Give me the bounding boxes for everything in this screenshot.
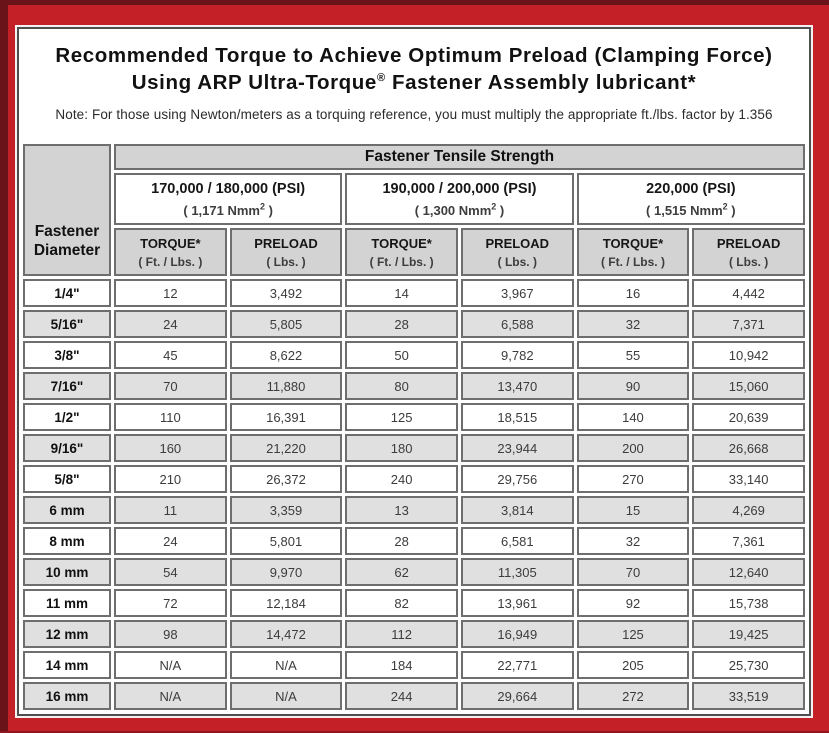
preload-cell: 29,664 [461,682,574,710]
torque-cell: 125 [345,403,458,431]
preload-cell: 3,359 [230,496,343,524]
diameter-cell: 16 mm [23,682,111,710]
preload-cell: 7,361 [692,527,805,555]
torque-cell: 180 [345,434,458,462]
preload-cell: 9,782 [461,341,574,369]
diameter-cell: 3/8" [23,341,111,369]
nmm-label: ( 1,515 Nmm$^2$ ) [646,201,736,218]
torque-cell: 45 [114,341,227,369]
preload-column-header: PRELOAD ( Lbs. ) [230,228,343,276]
nmm-label: ( 1,300 Nmm$^2$ ) [414,201,505,218]
torque-cell: 70 [114,372,227,400]
table-row [23,310,805,338]
preload-cell: N/A [230,682,343,710]
preload-cell: 5,805 [230,310,343,338]
preload-cell: 11,880 [230,372,343,400]
torque-column-header: TORQUE* ( Ft. / Lbs. ) [577,228,690,276]
torque-cell: 15 [577,496,690,524]
title-block [19,29,809,141]
preload-cell: 14,472 [230,620,343,648]
preload-cell: 3,814 [461,496,574,524]
psi-label: 220,000 (PSI) [646,180,736,197]
torque-cell: 32 [577,310,690,338]
preload-cell: 3,492 [230,279,343,307]
preload-cell: 4,442 [692,279,805,307]
diameter-cell: 10 mm [23,558,111,586]
diameter-cell: 1/4" [23,279,111,307]
registered-trademark-symbol: ® [376,72,386,85]
torque-cell: 210 [114,465,227,493]
torque-cell: 32 [577,527,690,555]
torque-cell: 72 [114,589,227,617]
psi-label: 190,000 / 200,000 (PSI) [382,180,537,197]
preload-cell: 15,060 [692,372,805,400]
psi-group-170-180 [114,173,342,225]
torque-cell: 110 [114,403,227,431]
torque-cell: 80 [345,372,458,400]
preload-cell: 26,668 [692,434,805,462]
torque-column-header: TORQUE* ( Ft. / Lbs. ) [114,228,227,276]
preload-cell: 12,640 [692,558,805,586]
preload-cell: 19,425 [692,620,805,648]
diameter-cell: 11 mm [23,589,111,617]
preload-cell: 3,967 [461,279,574,307]
torque-cell: 24 [114,310,227,338]
preload-cell: 7,371 [692,310,805,338]
torque-column-header: TORQUE* ( Ft. / Lbs. ) [345,228,458,276]
torque-cell: 16 [577,279,690,307]
preload-cell: 23,944 [461,434,574,462]
diameter-cell: 5/8" [23,465,111,493]
table-row [23,496,805,524]
fastener-diameter-header [23,144,111,276]
psi-group-header-row [23,173,805,225]
nmm-label: ( 1,171 Nmm$^2$ ) [183,201,273,218]
fastener-diameter-line2: Diameter [33,242,101,259]
torque-cell: 50 [345,341,458,369]
torque-cell: 272 [577,682,690,710]
preload-cell: 18,515 [461,403,574,431]
tensile-strength-header: Fastener Tensile Strength [114,144,805,170]
preload-cell: 13,961 [461,589,574,617]
diameter-cell: 6 mm [23,496,111,524]
psi-label: 170,000 / 180,000 (PSI) [151,180,306,197]
preload-cell: 12,184 [230,589,343,617]
table-row [23,589,805,617]
preload-cell: 20,639 [692,403,805,431]
torque-cell: 160 [114,434,227,462]
torque-cell: 28 [345,527,458,555]
preload-cell: 11,305 [461,558,574,586]
preload-cell: 9,970 [230,558,343,586]
table-row [23,403,805,431]
table-row [23,372,805,400]
torque-cell: 82 [345,589,458,617]
fastener-diameter-line1: Fastener [34,223,100,240]
preload-cell: 16,949 [461,620,574,648]
diameter-cell: 7/16" [23,372,111,400]
table-row [23,651,805,679]
conversion-note: Note: For those using Newton/meters as a torquing reference, you must multiply the appropriate ft./lbs. factor by 1.356 [55,107,773,122]
preload-cell: 22,771 [461,651,574,679]
torque-cell: N/A [114,682,227,710]
torque-cell: 90 [577,372,690,400]
preload-cell: 4,269 [692,496,805,524]
table-row [23,558,805,586]
torque-cell: 184 [345,651,458,679]
torque-cell: N/A [114,651,227,679]
diameter-cell: 8 mm [23,527,111,555]
diameter-cell: 5/16" [23,310,111,338]
diameter-cell: 1/2" [23,403,111,431]
table-row [23,434,805,462]
preload-cell: 33,140 [692,465,805,493]
torque-cell: 11 [114,496,227,524]
torque-cell: 200 [577,434,690,462]
torque-table-wrap [19,141,809,714]
preload-cell: 13,470 [461,372,574,400]
preload-column-header: PRELOAD ( Lbs. ) [692,228,805,276]
torque-cell: 24 [114,527,227,555]
torque-cell: 13 [345,496,458,524]
psi-group-190-200 [345,173,573,225]
preload-cell: 33,519 [692,682,805,710]
preload-cell: 16,391 [230,403,343,431]
torque-cell: 98 [114,620,227,648]
diameter-cell: 12 mm [23,620,111,648]
preload-cell: 21,220 [230,434,343,462]
table-row [23,682,805,710]
psi-group-220 [577,173,805,225]
torque-cell: 240 [345,465,458,493]
preload-column-header: PRELOAD ( Lbs. ) [461,228,574,276]
title-line2-suffix: Fastener Assembly lubricant* [385,71,697,94]
torque-cell: 14 [345,279,458,307]
diameter-cell: 9/16" [23,434,111,462]
torque-cell: 28 [345,310,458,338]
torque-cell: 244 [345,682,458,710]
torque-cell: 54 [114,558,227,586]
table-row [23,279,805,307]
table-row [23,620,805,648]
preload-cell: 26,372 [230,465,343,493]
torque-cell: 12 [114,279,227,307]
preload-cell: N/A [230,651,343,679]
content-box [17,27,811,716]
preload-cell: 6,581 [461,527,574,555]
column-header-row [23,228,805,276]
torque-cell: 140 [577,403,690,431]
preload-cell: 5,801 [230,527,343,555]
preload-cell: 10,942 [692,341,805,369]
title-line2-text: Using ARP Ultra-Torque [131,71,377,94]
frame-top-edge [0,0,829,5]
torque-cell: 70 [577,558,690,586]
page-title-line1: Recommended Torque to Achieve Optimum Preload (Clamping Force) [55,44,773,67]
preload-cell: 6,588 [461,310,574,338]
preload-cell: 25,730 [692,651,805,679]
table-row [23,465,805,493]
table-row [23,527,805,555]
diameter-cell: 14 mm [23,651,111,679]
torque-cell: 112 [345,620,458,648]
page-title-line2 [27,69,801,96]
torque-cell: 205 [577,651,690,679]
preload-cell: 29,756 [461,465,574,493]
frame-left-edge [0,0,8,733]
table-row [23,341,805,369]
tensile-strength-header-row [23,144,805,170]
torque-cell: 55 [577,341,690,369]
torque-cell: 270 [577,465,690,493]
torque-table [20,141,808,713]
preload-cell: 8,622 [230,341,343,369]
preload-cell: 15,738 [692,589,805,617]
torque-cell: 92 [577,589,690,617]
torque-cell: 62 [345,558,458,586]
torque-cell: 125 [577,620,690,648]
